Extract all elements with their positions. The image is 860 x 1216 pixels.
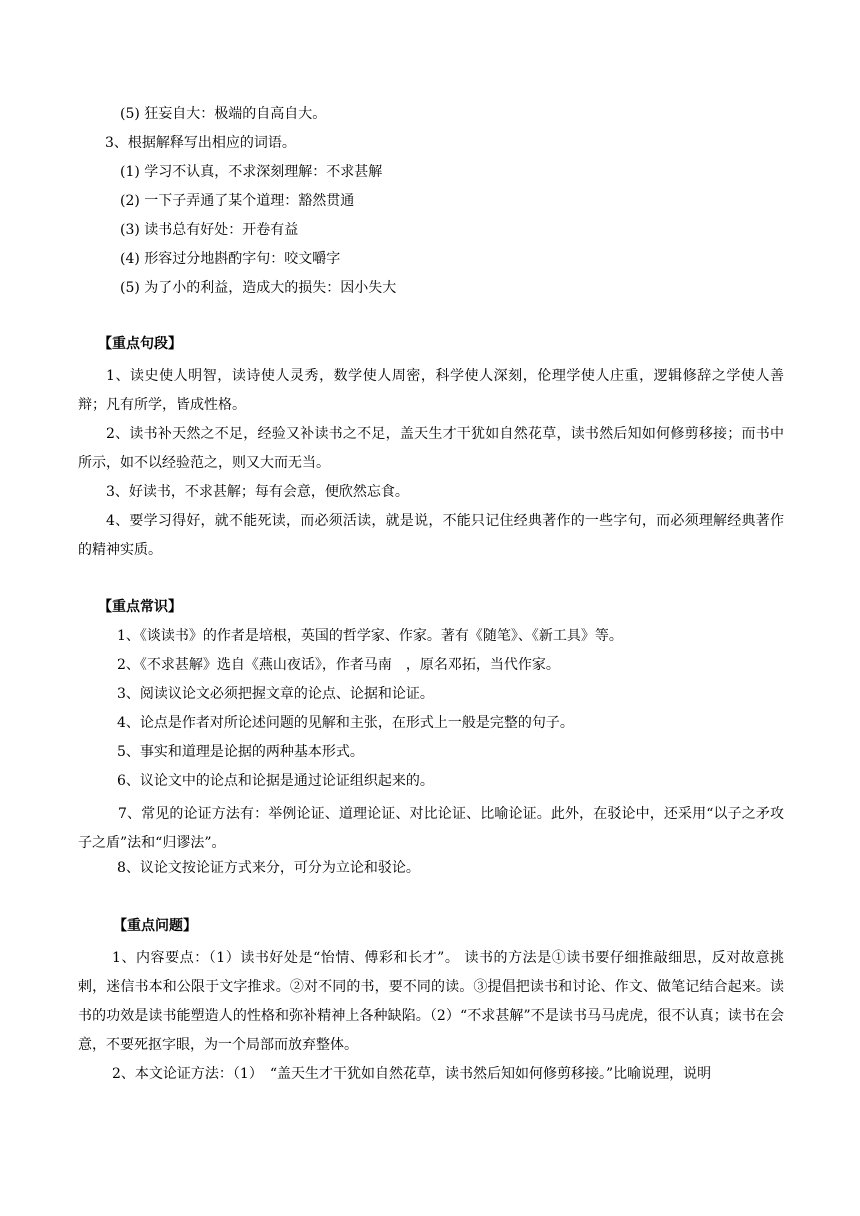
key-sentence-item: 2、读书补天然之不足，经验又补读书之不足，盖天生才干犹如自然花草，读书然后知如何修剪移接；而书中所示，如不以经验范之，则又大而无当。 (78, 426, 784, 471)
key-sentence-item: 1、读史使人明智，读诗使人灵秀，数学使人周密，科学使人深刻，伦理学使人庄重，逻辑修辞之学使人善辩；凡有所学，皆成性格。 (78, 368, 784, 413)
vocab-item: (3) 读书总有好处：开卷有益 (120, 222, 299, 238)
vocab-item: (2) 一下子弄通了某个道理：豁然贯通 (120, 193, 355, 209)
knowledge-item: 6、议论文中的论点和论据是通过论证组织起来的。 (117, 773, 434, 789)
section-heading-key-sentences: 【重点句段】 (98, 336, 182, 352)
vocab-def-item: (5) 狂妄自大：极端的自高自大。 (120, 106, 327, 122)
question-item: 2、本文论证方法：（1） “盖天生才干犹如自然花草，读书然后知如何修剪移接。”比喻说理，说明 (112, 1066, 712, 1082)
knowledge-item: 5、事实和道理是论据的两种基本形式。 (117, 744, 364, 760)
vocab-item: (5) 为了小的利益，造成大的损失：因小失大 (120, 280, 397, 296)
knowledge-item: 2、《不求甚解》选自《燕山夜话》，作者马南 ，原名邓拓，当代作家。 (117, 657, 560, 673)
key-sentence-item: 3、好读书，不求甚解；每有会意，便欣然忘食。 (106, 484, 409, 500)
section-heading-key-knowledge: 【重点常识】 (98, 599, 182, 615)
key-sentence-item: 4、要学习得好，就不能死读，而必须活读，就是说，不能只记住经典著作的一些字句，而必须理解经典著作的精神实质。 (78, 513, 784, 558)
knowledge-item: 1、《谈读书》的作者是培根，英国的哲学家、作家。著有《随笔》、《新工具》等。 (117, 628, 623, 644)
knowledge-item: 8、议论文按论证方式来分，可分为立论和驳论。 (117, 860, 420, 876)
knowledge-item: 7、常见的论证方法有：举例论证、道理论证、对比论证、比喻论证。此外，在驳论中，还采用“以子之矛攻子之盾”法和“归谬法”。 (78, 806, 784, 851)
vocab-section-title: 3、根据解释写出相应的词语。 (105, 135, 296, 151)
section-heading-key-questions: 【重点问题】 (113, 918, 197, 934)
question-item: 1、内容要点：（1）读书好处是“怡情、傅彩和长才”。 读书的方法是①读书要仔细推敲细思，反对故意挑剌，迷信书本和公限于文字推求。②对不同的书，要不同的读。③提倡把读书和讨论、作文、做笔记结合起来。读书的功效是读书能塑造人的性格和弥补精神上各种缺陷。（2）“不求甚解”不是读书马马虎虎，很不认真；读书在会意，不要死抠字眼，为一个局部而放弃整体。 (78, 950, 784, 1053)
knowledge-item: 3、阅读议论文必须把握文章的论点、论据和论证。 (117, 686, 434, 702)
knowledge-item: 4、论点是作者对所论述问题的见解和主张，在形式上一般是完整的句子。 (117, 715, 574, 731)
vocab-item: (4) 形容过分地斟酌字句：咬文嚼字 (120, 251, 341, 267)
vocab-item: (1) 学习不认真，不求深刻理解：不求甚解 (120, 164, 383, 180)
